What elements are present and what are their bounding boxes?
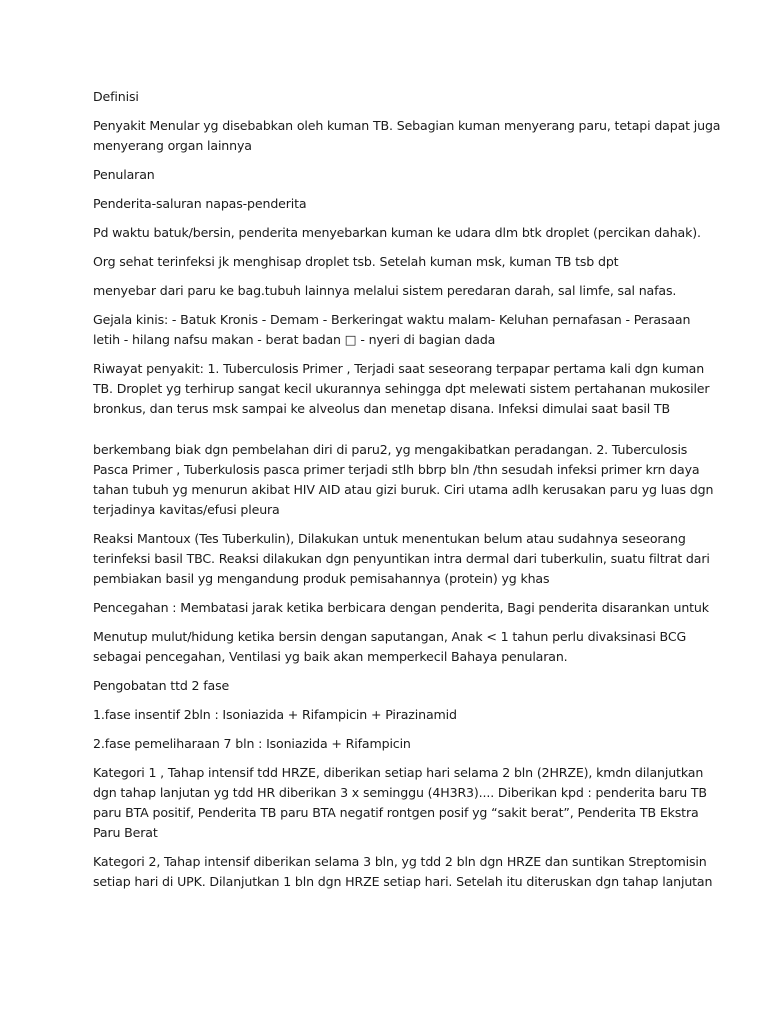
text-line: terinfeksi basil TBC. Reaksi dilakukan dgn penyuntikan intra dermal dari tuberkulin, suatu filtrat dari <box>93 551 710 566</box>
paragraph <box>93 165 688 185</box>
text-line: Kategori 2, Tahap intensif diberikan selama 3 bln, yg tdd 2 bln dgn HRZE dan suntikan Streptomisin <box>93 854 707 869</box>
text-line: Riwayat penyakit: 1. Tuberculosis Primer , Terjadi saat seseorang terpapar pertama kali dgn kuman <box>93 361 705 376</box>
paragraph <box>93 705 688 725</box>
text-line: letih - hilang nafsu makan - berat badan □ - nyeri di bagian dada <box>93 332 496 347</box>
paragraph <box>93 281 688 301</box>
text-line: Gejala kinis: - Batuk Kronis - Demam - Berkeringat waktu malam- Keluhan pernafasan - Perasaan <box>93 312 691 327</box>
paragraph <box>93 359 710 419</box>
text-line: TB. Droplet yg terhirup sangat kecil ukurannya sehingga dpt melewati sistem pertahanan mukosiler <box>93 381 710 396</box>
text-line: tahan tubuh yg menurun akibat HIV AID atau gizi buruk. Ciri utama adlh kerusakan paru yg luas dgn <box>93 482 714 497</box>
text-line: Pengobatan ttd 2 fase <box>93 678 230 693</box>
paragraph <box>93 223 701 243</box>
paragraph <box>93 627 688 667</box>
text-line: Pencegahan : Membatasi jarak ketika berbicara dengan penderita, Bagi penderita disarankan untuk <box>93 600 709 615</box>
paragraph <box>93 116 721 156</box>
paragraph <box>93 440 714 520</box>
text-line: bronkus, dan terus msk sampai ke alveolus dan menetap disana. Infeksi dimulai saat basil TB <box>93 401 670 416</box>
text-line: Kategori 1 , Tahap intensif tdd HRZE, diberikan setiap hari selama 2 bln (2HRZE), kmdn dilanjutkan <box>93 765 704 780</box>
paragraph <box>93 852 713 892</box>
text-line: Menutup mulut/hidung ketika bersin dengan saputangan, Anak < 1 tahun perlu divaksinasi BCG <box>93 629 687 644</box>
paragraph <box>93 598 709 618</box>
paragraph <box>93 676 688 696</box>
text-line: Paru Berat <box>93 825 158 840</box>
paragraph <box>93 763 707 843</box>
paragraph <box>93 529 710 589</box>
document-body <box>93 87 721 892</box>
text-line: 1.fase insentif 2bln : Isoniazida + Rifampicin + Pirazinamid <box>93 707 457 722</box>
text-line: paru BTA positif, Penderita TB paru BTA negatif rontgen posif yg “sakit berat”, Penderita TB Ekstra <box>93 805 699 820</box>
text-line: Reaksi Mantoux (Tes Tuberkulin), Dilakukan untuk menentukan belum atau sudahnya seseorang <box>93 531 686 546</box>
text-line: Pd waktu batuk/bersin, penderita menyebarkan kuman ke udara dlm btk droplet (percikan dahak). <box>93 225 701 240</box>
text-line: Penderita-saluran napas-penderita <box>93 196 307 211</box>
text-line: Pasca Primer , Tuberkulosis pasca primer terjadi stlh bbrp bln /thn sesudah infeksi primer krn daya <box>93 462 700 477</box>
text-line: Penyakit Menular yg disebabkan oleh kuman TB. Sebagian kuman menyerang paru, tetapi dapat juga <box>93 118 721 133</box>
paragraph <box>93 194 688 214</box>
text-line: Definisi <box>93 89 139 104</box>
text-line: dgn tahap lanjutan yg tdd HR diberikan 3 x seminggu (4H3R3).... Diberikan kpd : penderita baru TB <box>93 785 707 800</box>
text-line: pembiakan basil yg mengandung produk pemisahannya (protein) yg khas <box>93 571 550 586</box>
paragraph <box>93 87 688 107</box>
paragraph <box>93 734 688 754</box>
text-line: sebagai pencegahan, Ventilasi yg baik akan memperkecil Bahaya penularan. <box>93 649 568 664</box>
text-line: Penularan <box>93 167 155 182</box>
text-line: terjadinya kavitas/efusi pleura <box>93 502 280 517</box>
paragraph <box>93 310 691 350</box>
text-line: berkembang biak dgn pembelahan diri di paru2, yg mengakibatkan peradangan. 2. Tuberculosis <box>93 442 688 457</box>
text-line: Org sehat terinfeksi jk menghisap droplet tsb. Setelah kuman msk, kuman TB tsb dpt <box>93 254 619 269</box>
text-line: menyebar dari paru ke bag.tubuh lainnya melalui sistem peredaran darah, sal limfe, sal nafas. <box>93 283 677 298</box>
text-line: 2.fase pemeliharaan 7 bln : Isoniazida + Rifampicin <box>93 736 411 751</box>
text-line: setiap hari di UPK. Dilanjutkan 1 bln dgn HRZE setiap hari. Setelah itu diteruskan dgn tahap lanjutan <box>93 874 713 889</box>
text-line: menyerang organ lainnya <box>93 138 252 153</box>
paragraph <box>93 252 688 272</box>
